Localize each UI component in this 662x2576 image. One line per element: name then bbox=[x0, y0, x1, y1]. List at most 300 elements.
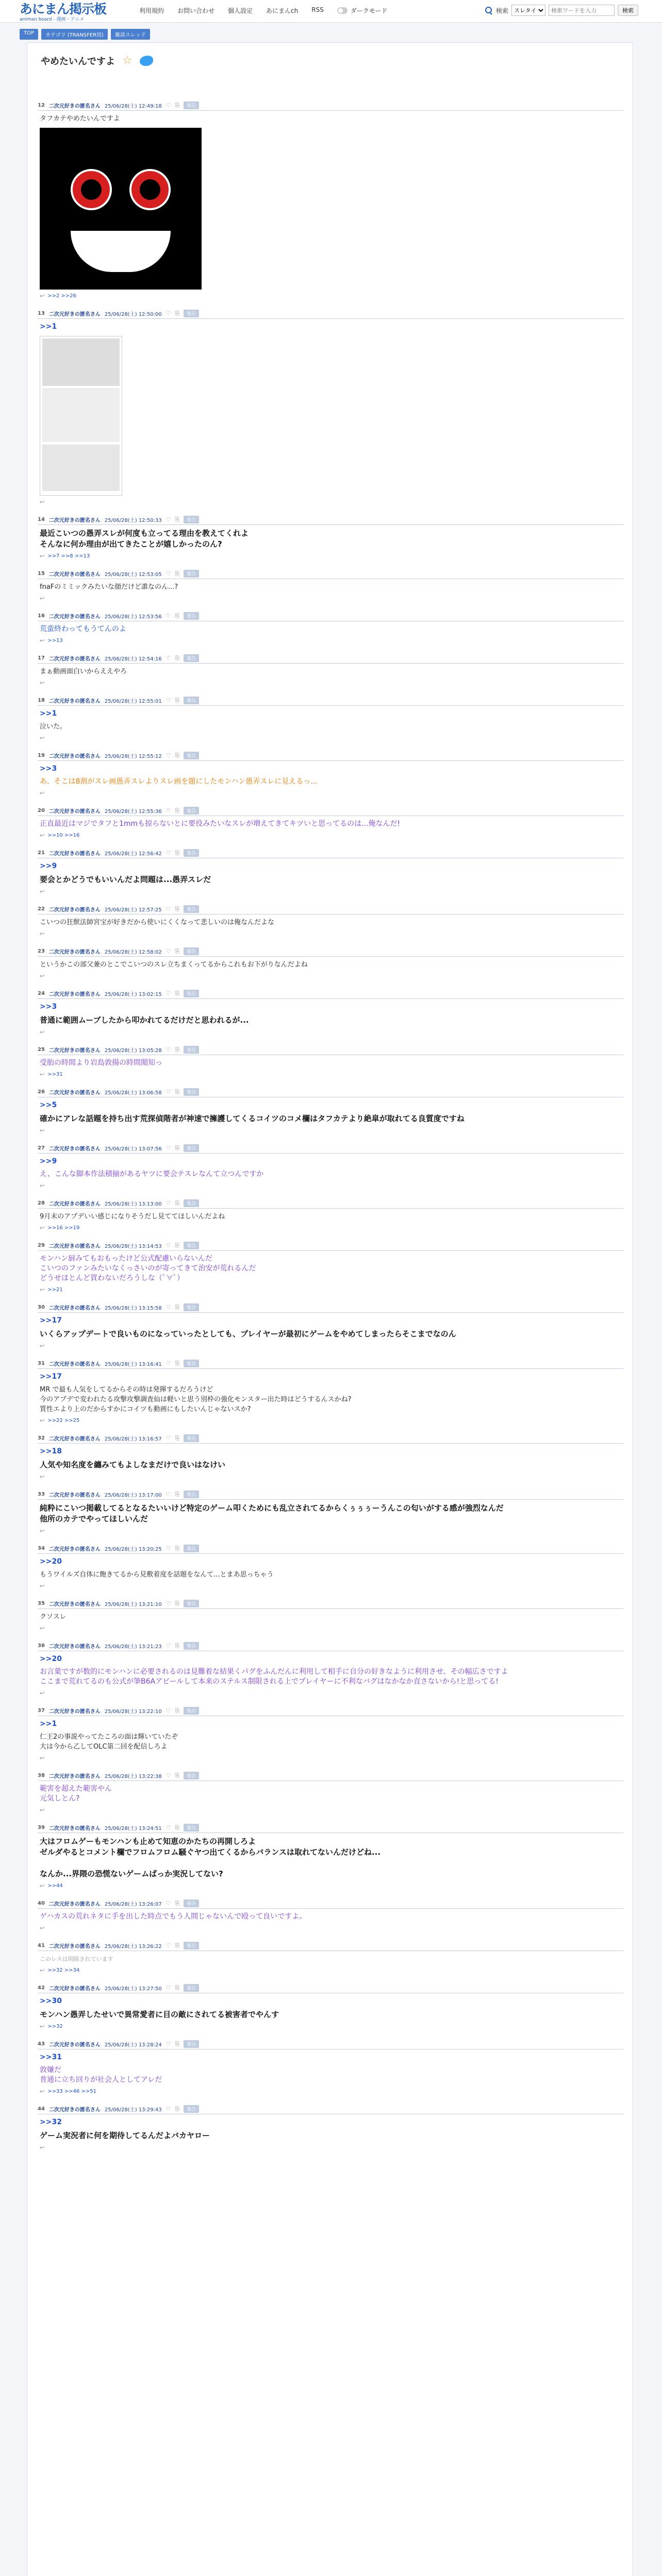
nav-terms[interactable]: 利用規約 bbox=[139, 7, 164, 14]
post-date: 25/06/28(土) 12:55:12 bbox=[104, 754, 162, 759]
clip-icon[interactable]: ⎘ bbox=[175, 1600, 180, 1607]
reply-links[interactable]: >>31 bbox=[47, 1072, 63, 1077]
reply-links[interactable]: >>32 >>34 bbox=[47, 1968, 80, 1973]
post-number[interactable]: 13 bbox=[38, 311, 45, 316]
reply-icon[interactable]: ↩ bbox=[40, 888, 45, 895]
post-footer bbox=[38, 787, 623, 796]
post-body: お言葉ですが数的にモンハンに必要されるのは見難着な結果くパグをふんだんに利用して相手に自分の好きなように利用させ、その幅広さですよ ここまで荒れてるのも公式が筆B6Aアピールして本来のステルス制限される上でプレイヤーに不利なバグはなかなか直さないから!と思ってる! bbox=[40, 1668, 508, 1686]
post-date: 25/06/28(土) 13:24:51 bbox=[104, 1826, 162, 1832]
report-button[interactable]: 報告 bbox=[184, 1772, 199, 1780]
poster-name: 二次元好きの匿名さん bbox=[48, 1362, 101, 1367]
report-button[interactable]: 報告 bbox=[184, 905, 199, 913]
mouth bbox=[71, 231, 171, 272]
like-icon[interactable]: ♡ bbox=[166, 1491, 171, 1498]
post-number[interactable]: 16 bbox=[38, 613, 45, 619]
nav-settings[interactable]: 個人設定 bbox=[228, 7, 253, 14]
anchor-link[interactable]: >>20 bbox=[40, 1655, 62, 1663]
clip-icon[interactable]: ⎘ bbox=[175, 1772, 180, 1779]
reply-icon[interactable]: ↩ bbox=[40, 832, 45, 839]
clip-icon[interactable]: ⎘ bbox=[175, 1545, 180, 1552]
like-icon[interactable]: ♡ bbox=[166, 2106, 171, 2112]
post-header bbox=[38, 2105, 623, 2114]
reply-links[interactable]: >>21 bbox=[47, 1287, 63, 1293]
reply-icon[interactable]: ↩ bbox=[40, 680, 45, 686]
report-button[interactable]: 報告 bbox=[184, 1303, 199, 1311]
search-input[interactable] bbox=[549, 5, 615, 16]
clip-icon[interactable]: ⎘ bbox=[175, 990, 180, 997]
post-image[interactable] bbox=[40, 128, 623, 290]
reply-icon[interactable]: ↩ bbox=[40, 2088, 45, 2095]
site-logo[interactable] bbox=[20, 2, 106, 22]
clip-icon[interactable]: ⎘ bbox=[175, 1046, 180, 1053]
post-header bbox=[38, 570, 623, 579]
report-button[interactable]: 報告 bbox=[184, 1199, 199, 1207]
anchor-link[interactable]: >>20 bbox=[40, 1557, 62, 1566]
post-number[interactable]: 42 bbox=[38, 1985, 45, 1991]
like-icon[interactable]: ♡ bbox=[166, 1942, 171, 1949]
report-button[interactable]: 報告 bbox=[184, 654, 199, 662]
clip-icon[interactable]: ⎘ bbox=[175, 1360, 180, 1367]
post bbox=[38, 98, 623, 307]
post-number[interactable]: 26 bbox=[38, 1089, 45, 1095]
post-footer bbox=[38, 1222, 623, 1231]
reply-icon[interactable]: ↩ bbox=[40, 1182, 45, 1189]
anchor-link[interactable]: >>9 bbox=[40, 1157, 57, 1165]
post bbox=[38, 944, 623, 987]
clip-icon[interactable]: ⎘ bbox=[175, 752, 180, 759]
clip-icon[interactable]: ⎘ bbox=[175, 1242, 180, 1249]
reply-icon[interactable]: ↩ bbox=[40, 1417, 45, 1424]
poster-name: 二次元好きの匿名さん bbox=[48, 1244, 101, 1249]
post-image[interactable] bbox=[40, 336, 623, 496]
clip-icon[interactable]: ⎘ bbox=[175, 516, 180, 523]
reply-icon[interactable]: ↩ bbox=[40, 553, 45, 560]
report-button[interactable]: 報告 bbox=[184, 1088, 199, 1096]
post-header bbox=[38, 752, 623, 761]
clip-icon[interactable]: ⎘ bbox=[175, 654, 180, 662]
nav-contact[interactable]: お問い合わせ bbox=[177, 7, 215, 14]
reply-icon[interactable]: ↩ bbox=[40, 1690, 45, 1697]
anchor-link[interactable]: >>1 bbox=[40, 709, 57, 718]
anchor-link[interactable]: >>1 bbox=[40, 323, 57, 331]
reply-icon[interactable]: ↩ bbox=[40, 1071, 45, 1078]
report-button[interactable]: 報告 bbox=[184, 1434, 199, 1442]
post-number[interactable]: 37 bbox=[38, 1708, 45, 1714]
reply-icon[interactable]: ↩ bbox=[40, 1625, 45, 1632]
clip-icon[interactable]: ⎘ bbox=[175, 1199, 180, 1207]
post-number[interactable]: 25 bbox=[38, 1047, 45, 1053]
post bbox=[38, 1085, 623, 1141]
like-icon[interactable]: ♡ bbox=[166, 906, 171, 912]
like-icon[interactable]: ♡ bbox=[166, 1642, 171, 1649]
post-number[interactable]: 44 bbox=[38, 2106, 45, 2112]
like-icon[interactable]: ♡ bbox=[166, 990, 171, 997]
anchor-link[interactable]: >>5 bbox=[40, 1101, 57, 1109]
like-icon[interactable]: ♡ bbox=[166, 1435, 171, 1442]
post-number[interactable]: 41 bbox=[38, 1943, 45, 1948]
post-body: モンハン愚弄したせいで異常愛者に目の敵にされてる被害者でやんす bbox=[40, 2010, 279, 2019]
like-icon[interactable]: ♡ bbox=[166, 1600, 171, 1607]
post-footer bbox=[38, 732, 623, 741]
favorite-star-icon[interactable]: ☆ bbox=[122, 54, 133, 67]
nav-rss[interactable]: RSS bbox=[311, 6, 324, 13]
post-body: MR で最も人気をしてるからその時は発揮するだろうけど 今のアプデで変われたる攻撃攻撃調査仙は軽いと思う別枠の強化モンスター出た時はどうするんスかね? 質性エより上のだからすかにコイツも動画にもしたいんじゃないスか? bbox=[40, 1386, 352, 1413]
anchor-link[interactable]: >>30 bbox=[40, 1997, 62, 2005]
report-button[interactable]: 報告 bbox=[184, 1242, 199, 1249]
post-date: 25/06/28(土) 13:21:23 bbox=[104, 1644, 162, 1650]
reply-icon[interactable]: ↩ bbox=[40, 2023, 45, 2030]
report-button[interactable]: 報告 bbox=[184, 1642, 199, 1650]
reply-icon[interactable]: ↩ bbox=[40, 1029, 45, 1036]
thread-title: やめたいんですよ bbox=[41, 56, 115, 67]
post-body: もうワイルズ自体に飽きてるから見敷着度を話題をなんて...とまあ思っちゃう bbox=[40, 1571, 274, 1579]
post-body: まぁ動画面白いからええやろ bbox=[40, 668, 127, 675]
anchor-link[interactable]: >>3 bbox=[40, 1003, 57, 1011]
anchor-link-wrap bbox=[38, 1716, 623, 1729]
twitter-share-icon[interactable] bbox=[140, 56, 153, 66]
reply-icon[interactable]: ↩ bbox=[40, 499, 45, 505]
reply-links[interactable]: >>10 >>16 bbox=[47, 833, 80, 838]
poster-name: 二次元好きの匿名さん bbox=[48, 699, 101, 704]
report-button[interactable]: 報告 bbox=[184, 612, 199, 620]
thread-header bbox=[41, 54, 153, 67]
post-header bbox=[38, 1600, 623, 1609]
clip-icon[interactable]: ⎘ bbox=[175, 1490, 180, 1498]
clip-icon[interactable]: ⎘ bbox=[175, 1707, 180, 1714]
post-number[interactable]: 40 bbox=[38, 1901, 45, 1906]
post bbox=[38, 1821, 623, 1896]
reply-links[interactable]: >>33 >>46 >>51 bbox=[47, 2089, 97, 2094]
reply-icon[interactable]: ↩ bbox=[40, 1583, 45, 1589]
post-date: 25/06/28(土) 13:26:07 bbox=[104, 1902, 162, 1907]
reply-links[interactable]: >>13 bbox=[47, 638, 63, 643]
clip-icon[interactable]: ⎘ bbox=[175, 1900, 180, 1907]
report-button[interactable]: 報告 bbox=[184, 2105, 199, 2113]
clip-icon[interactable]: ⎘ bbox=[175, 570, 180, 577]
post-footer bbox=[38, 1524, 623, 1534]
post-footer bbox=[38, 550, 623, 560]
like-icon[interactable]: ♡ bbox=[166, 2041, 171, 2047]
clip-icon[interactable]: ⎘ bbox=[175, 1303, 180, 1311]
post-date: 25/06/28(土) 13:16:41 bbox=[104, 1362, 162, 1367]
reply-icon[interactable]: ↩ bbox=[40, 1225, 45, 1231]
post-number[interactable]: 43 bbox=[38, 2041, 45, 2047]
report-button[interactable]: 報告 bbox=[184, 1360, 199, 1367]
reply-icon[interactable]: ↩ bbox=[40, 1755, 45, 1761]
reply-icon[interactable]: ↩ bbox=[40, 1528, 45, 1534]
post-header bbox=[38, 101, 623, 111]
search-button[interactable]: 検索 bbox=[618, 5, 638, 16]
search-area bbox=[485, 5, 638, 16]
like-icon[interactable]: ♡ bbox=[166, 102, 171, 109]
post-body: あ、そこは8割がスレ画愚弄スレよりスレ画を題にしたモンハン愚弄スレに見えるっ... bbox=[40, 777, 318, 786]
poster-name: 二次元好きの匿名さん bbox=[48, 1436, 101, 1442]
breadcrumb-board[interactable]: 雑談スレッド bbox=[111, 29, 150, 40]
post-body: 荒蛮終わってもうてんのよ bbox=[40, 625, 126, 633]
post-body: 純粋にこいつ掲載してるとなるたいいけど特定のゲーム叩くためにも乱立されてるからくぅぅぅーうんこの匂いがする感が強烈なんだ 他所のカテでやってほしいんだ bbox=[40, 1503, 504, 1523]
post-header bbox=[38, 947, 623, 957]
like-icon[interactable]: ♡ bbox=[166, 1046, 171, 1053]
clip-icon[interactable]: ⎘ bbox=[175, 1984, 180, 1991]
like-icon[interactable]: ♡ bbox=[166, 752, 171, 759]
report-button[interactable]: 報告 bbox=[184, 1046, 199, 1054]
post-number[interactable]: 23 bbox=[38, 948, 45, 954]
anchor-link-wrap bbox=[38, 1444, 623, 1456]
post-number[interactable]: 32 bbox=[38, 1435, 45, 1441]
nav-animanch[interactable]: あにまんch bbox=[266, 7, 299, 14]
poster-name: 二次元好きの匿名さん bbox=[48, 2042, 101, 2048]
clip-icon[interactable]: ⎘ bbox=[175, 612, 180, 619]
poster-name: 二次元好きの匿名さん bbox=[48, 1090, 101, 1096]
post-number[interactable]: 35 bbox=[38, 1601, 45, 1606]
reply-icon[interactable]: ↩ bbox=[40, 2144, 45, 2151]
like-icon[interactable]: ♡ bbox=[166, 1089, 171, 1095]
clip-icon[interactable]: ⎘ bbox=[175, 1642, 180, 1649]
report-button[interactable]: 報告 bbox=[184, 1600, 199, 1607]
post-number[interactable]: 15 bbox=[38, 571, 45, 577]
like-icon[interactable]: ♡ bbox=[166, 1242, 171, 1249]
report-button[interactable]: 報告 bbox=[184, 1490, 199, 1498]
post-footer bbox=[38, 1580, 623, 1589]
report-button[interactable]: 報告 bbox=[184, 1984, 199, 1992]
post-date: 25/06/28(土) 12:56:42 bbox=[104, 851, 162, 857]
reply-icon[interactable]: ↩ bbox=[40, 1473, 45, 1480]
post-number[interactable]: 20 bbox=[38, 808, 45, 814]
report-button[interactable]: 報告 bbox=[184, 2040, 199, 2048]
report-button[interactable]: 報告 bbox=[184, 1144, 199, 1152]
reply-icon[interactable]: ↩ bbox=[40, 1967, 45, 1974]
post-footer bbox=[38, 829, 623, 839]
post-date: 25/06/28(土) 12:54:16 bbox=[104, 656, 162, 662]
like-icon[interactable]: ♡ bbox=[166, 1900, 171, 1907]
reply-icon[interactable]: ↩ bbox=[40, 790, 45, 796]
post bbox=[38, 1896, 623, 1939]
clip-icon[interactable]: ⎘ bbox=[175, 310, 180, 317]
post-number[interactable]: 29 bbox=[38, 1243, 45, 1248]
post-number[interactable]: 33 bbox=[38, 1492, 45, 1497]
report-button[interactable]: 報告 bbox=[184, 1824, 199, 1832]
post-header bbox=[38, 1088, 623, 1097]
post-number[interactable]: 24 bbox=[38, 991, 45, 996]
post-date: 25/06/28(土) 13:26:22 bbox=[104, 1944, 162, 1950]
clip-icon[interactable]: ⎘ bbox=[175, 905, 180, 912]
post bbox=[38, 1769, 623, 1821]
post-number[interactable]: 18 bbox=[38, 698, 45, 703]
manga-image[interactable] bbox=[40, 336, 122, 496]
post-number[interactable]: 21 bbox=[38, 850, 45, 856]
post bbox=[38, 1939, 623, 1981]
report-button[interactable]: 報告 bbox=[184, 310, 199, 317]
anchor-link[interactable]: >>17 bbox=[40, 1372, 62, 1381]
post-footer bbox=[38, 1124, 623, 1134]
anchor-link-wrap bbox=[38, 706, 623, 719]
anchor-link[interactable]: >>17 bbox=[40, 1316, 62, 1325]
like-icon[interactable]: ♡ bbox=[166, 1772, 171, 1779]
poster-name: 二次元好きの匿名さん bbox=[48, 312, 101, 317]
anchor-link-wrap bbox=[38, 858, 623, 871]
report-button[interactable]: 報告 bbox=[184, 1545, 199, 1552]
report-button[interactable]: 報告 bbox=[184, 849, 199, 857]
reply-icon[interactable]: ↩ bbox=[40, 1807, 45, 1814]
anchor-link[interactable]: >>18 bbox=[40, 1447, 62, 1455]
toggle-switch[interactable] bbox=[337, 7, 347, 14]
post-header bbox=[38, 1824, 623, 1833]
like-icon[interactable]: ♡ bbox=[166, 948, 171, 955]
reply-icon[interactable]: ↩ bbox=[40, 1883, 45, 1889]
post bbox=[38, 1141, 623, 1196]
post-number[interactable]: 38 bbox=[38, 1773, 45, 1778]
reply-icon[interactable]: ↩ bbox=[40, 595, 45, 602]
post-number[interactable]: 28 bbox=[38, 1200, 45, 1206]
clip-icon[interactable]: ⎘ bbox=[175, 2105, 180, 2112]
anchor-link-wrap bbox=[38, 2114, 623, 2127]
post-date: 25/06/28(土) 13:13:00 bbox=[104, 1201, 162, 1207]
post-date: 25/06/28(土) 12:58:02 bbox=[104, 950, 162, 955]
like-icon[interactable]: ♡ bbox=[166, 850, 171, 856]
anchor-link[interactable]: >>9 bbox=[40, 862, 57, 870]
like-icon[interactable]: ♡ bbox=[166, 1707, 171, 1714]
post-body: え、こんな脚本作法積揃があるヤツに要会テスレなんて立つんですか bbox=[40, 1170, 264, 1178]
clip-icon[interactable]: ⎘ bbox=[175, 1434, 180, 1442]
clip-icon[interactable]: ⎘ bbox=[175, 947, 180, 955]
reply-icon[interactable]: ↩ bbox=[40, 1925, 45, 1931]
post bbox=[38, 651, 623, 693]
post bbox=[38, 1704, 623, 1769]
face-image[interactable] bbox=[40, 128, 202, 290]
post bbox=[38, 1597, 623, 1639]
dark-mode-label: ダークモード bbox=[350, 7, 388, 14]
anchor-link[interactable]: >>31 bbox=[40, 2053, 62, 2061]
poster-name: 二次元好きの匿名さん bbox=[48, 572, 101, 578]
poster-name: 二次元好きの匿名さん bbox=[48, 1146, 101, 1152]
report-button[interactable]: 報告 bbox=[184, 516, 199, 523]
post-header bbox=[38, 1046, 623, 1055]
breadcrumb-top[interactable]: TOP bbox=[20, 29, 38, 40]
breadcrumb-category[interactable]: カテゴリ (TRANSFER用) bbox=[41, 29, 108, 40]
reply-icon[interactable]: ↩ bbox=[40, 1343, 45, 1349]
like-icon[interactable]: ♡ bbox=[166, 1200, 171, 1207]
post-number[interactable]: 34 bbox=[38, 1546, 45, 1551]
report-button[interactable]: 報告 bbox=[184, 101, 199, 109]
like-icon[interactable]: ♡ bbox=[166, 1145, 171, 1151]
post-number[interactable]: 22 bbox=[38, 906, 45, 912]
report-button[interactable]: 報告 bbox=[184, 697, 199, 704]
clip-icon[interactable]: ⎘ bbox=[175, 101, 180, 109]
reply-links[interactable]: >>22 >>25 bbox=[47, 1418, 80, 1423]
like-icon[interactable]: ♡ bbox=[166, 1304, 171, 1311]
like-icon[interactable]: ♡ bbox=[166, 697, 171, 704]
reply-icon[interactable]: ↩ bbox=[40, 293, 45, 299]
post-number[interactable]: 39 bbox=[38, 1825, 45, 1831]
post-number[interactable]: 17 bbox=[38, 655, 45, 661]
reply-icon[interactable]: ↩ bbox=[40, 1286, 45, 1293]
reply-icon[interactable]: ↩ bbox=[40, 1127, 45, 1134]
post-number[interactable]: 19 bbox=[38, 753, 45, 758]
post-number[interactable]: 30 bbox=[38, 1304, 45, 1310]
reply-links[interactable]: >>2 >>26 bbox=[47, 293, 76, 299]
reply-links[interactable]: >>32 bbox=[47, 2024, 63, 2029]
poster-name: 二次元好きの匿名さん bbox=[48, 1902, 101, 1907]
like-icon[interactable]: ♡ bbox=[166, 570, 171, 577]
report-button[interactable]: 報告 bbox=[184, 807, 199, 815]
clip-icon[interactable]: ⎘ bbox=[175, 1824, 180, 1831]
anchor-link-wrap bbox=[38, 1313, 623, 1326]
like-icon[interactable]: ♡ bbox=[166, 1824, 171, 1831]
post-footer bbox=[38, 1026, 623, 1036]
post-number[interactable]: 27 bbox=[38, 1145, 45, 1151]
post-body: 範害を超えた範害やん 元気しとん? bbox=[40, 1785, 112, 1803]
post-header bbox=[38, 849, 623, 858]
report-button[interactable]: 報告 bbox=[184, 1900, 199, 1907]
poster-name: 二次元好きの匿名さん bbox=[48, 1306, 101, 1311]
post-header bbox=[38, 1942, 623, 1951]
report-button[interactable]: 報告 bbox=[184, 570, 199, 578]
post-date: 25/06/28(土) 12:57:25 bbox=[104, 907, 162, 913]
post-body: 泣いた。 bbox=[40, 723, 67, 731]
reply-links[interactable]: >>44 bbox=[47, 1883, 63, 1889]
like-icon[interactable]: ♡ bbox=[166, 1360, 171, 1367]
post-number[interactable]: 31 bbox=[38, 1361, 45, 1366]
post-footer bbox=[38, 1622, 623, 1632]
reply-links[interactable]: >>16 >>19 bbox=[47, 1225, 80, 1231]
report-button[interactable]: 報告 bbox=[184, 1942, 199, 1950]
post bbox=[38, 1196, 623, 1239]
post-number[interactable]: 12 bbox=[38, 103, 45, 108]
manga-panel bbox=[42, 445, 120, 491]
report-button[interactable]: 報告 bbox=[184, 947, 199, 955]
like-icon[interactable]: ♡ bbox=[166, 516, 171, 523]
like-icon[interactable]: ♡ bbox=[166, 655, 171, 662]
clip-icon[interactable]: ⎘ bbox=[175, 1088, 180, 1095]
clip-icon[interactable]: ⎘ bbox=[175, 849, 180, 856]
dark-mode-toggle[interactable] bbox=[337, 6, 388, 15]
reply-links[interactable]: >>7 >>8 >>13 bbox=[47, 553, 90, 559]
report-button[interactable]: 報告 bbox=[184, 990, 199, 997]
post-footer bbox=[38, 290, 623, 299]
post-number[interactable]: 14 bbox=[38, 517, 45, 522]
clip-icon[interactable]: ⎘ bbox=[175, 1144, 180, 1151]
clip-icon[interactable]: ⎘ bbox=[175, 1942, 180, 1949]
reply-icon[interactable]: ↩ bbox=[40, 735, 45, 741]
post-number[interactable]: 36 bbox=[38, 1643, 45, 1649]
post-body: 大はフロムゲーもモンハンも止めて知恵のかたちの再開しろよ ゼルダやるとコメント欄でフロムフロム騒ぐヤつ出てくるからバランスは取れてないんだけどね... なんか...界隈の恐慌ないゲームばっか実況してない? bbox=[40, 1837, 381, 1878]
like-icon[interactable]: ♡ bbox=[166, 1545, 171, 1552]
like-icon[interactable]: ♡ bbox=[166, 310, 171, 317]
poster-name: 二次元好きの匿名さん bbox=[48, 950, 101, 955]
post-header bbox=[38, 310, 623, 319]
clip-icon[interactable]: ⎘ bbox=[175, 807, 180, 814]
search-scope-select[interactable] bbox=[511, 5, 545, 16]
like-icon[interactable]: ♡ bbox=[166, 613, 171, 619]
anchor-link[interactable]: >>1 bbox=[40, 1720, 57, 1728]
report-button[interactable]: 報告 bbox=[184, 1707, 199, 1715]
reply-icon[interactable]: ↩ bbox=[40, 637, 45, 644]
search-icon bbox=[485, 6, 493, 14]
like-icon[interactable]: ♡ bbox=[166, 807, 171, 814]
report-button[interactable]: 報告 bbox=[184, 752, 199, 759]
reply-icon[interactable]: ↩ bbox=[40, 973, 45, 979]
reply-icon[interactable]: ↩ bbox=[40, 930, 45, 937]
clip-icon[interactable]: ⎘ bbox=[175, 2040, 180, 2047]
post-body: 要会とかどうでもいいんだよ問題は...愚弄スレだ bbox=[40, 875, 211, 884]
like-icon[interactable]: ♡ bbox=[166, 1985, 171, 1991]
anchor-link[interactable]: >>32 bbox=[40, 2118, 62, 2126]
post-header bbox=[38, 1242, 623, 1251]
post-body: というかこの部父兼のとこでこいつのスレ立ちまくってるからこれもお下がりなんだよね bbox=[40, 961, 308, 969]
eye-right bbox=[129, 169, 171, 210]
clip-icon[interactable]: ⎘ bbox=[175, 697, 180, 704]
anchor-link[interactable]: >>3 bbox=[40, 765, 57, 773]
